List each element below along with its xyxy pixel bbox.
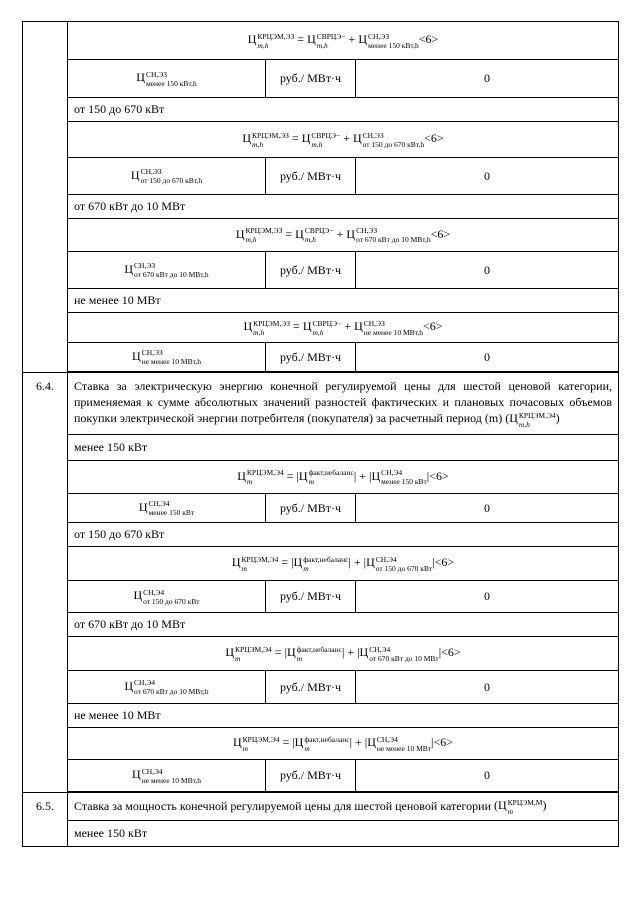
value-cell: 0 [356,252,619,289]
unit-cell: руб./ МВт·ч [266,581,356,613]
table-row [23,581,619,613]
table-row [23,158,619,195]
formula: Ц КРЦЭМ,Э4 m = |Ц факт,небаланс m | + |Ц СН,Э4 от 150 до 670 кВт |<6> [231,554,455,573]
formula-cell [68,122,619,158]
unit-cell: руб./ МВт·ч [266,158,356,195]
table-row [23,704,619,728]
range-label: от 150 до 670 кВт [68,98,619,122]
table-row [23,252,619,289]
formula-cell [68,313,619,343]
range-label: менее 150 кВт [68,435,619,461]
formula: Ц КРЦЭМ,Э4 m = |Ц факт,небаланс m | + |Ц СН,Э4 от 670 кВт до 10 МВт |<6> [225,644,461,663]
table-row [23,461,619,494]
formula-cell [68,728,619,760]
table-row [23,613,619,637]
symbol-cell: Ц СН,ЭЗ от 150 до 670 кВт,h [68,158,266,195]
unit-cell: руб./ МВт·ч [266,252,356,289]
range-label: не менее 10 МВт [68,704,619,728]
table-row [23,760,619,792]
unit-cell: руб./ МВт·ч [266,60,356,98]
section-description: Ставка за электрическую энергию конечной регулируемой цены для шестой ценовой категории, применяемая к сумме абсолютных значений разностей фактических и плановых почасовых объемов покупки электрической энергии потребителя (покупателя) за расчетный период (m) (Ц КРЦЭМ,Э4 m,h ) [68,373,619,435]
table-row [23,728,619,760]
table-row [23,494,619,523]
symbol-cell: Ц СН,Э4 от 150 до 670 кВт [68,581,266,613]
section-number-cell [23,22,68,373]
unit-cell: руб./ МВт·ч [266,760,356,792]
range-label: от 670 кВт до 10 МВт [68,613,619,637]
tariff-table [22,21,619,847]
formula-cell [68,22,619,60]
unit-cell: руб./ МВт·ч [266,494,356,523]
value-cell: 0 [356,671,619,704]
table-row [23,671,619,704]
tariff-table-page [22,21,618,839]
formula: Ц КРЦЭМ,ЭЗ m,h = Ц СВРЦЭ− m,h + Ц СН,ЭЗ от 150 до 670 кВт,h <6> [242,130,444,149]
formula-cell [68,547,619,581]
value-cell: 0 [356,760,619,792]
value-cell: 0 [356,581,619,613]
range-label: от 670 кВт до 10 МВт [68,195,619,219]
formula-cell [68,637,619,671]
table-row [23,98,619,122]
table-row [23,373,619,435]
formula: Ц КРЦЭМ,Э4 m = |Ц факт,небаланс m | + |Ц СН,Э4 не менее 10 МВт |<6> [232,734,453,753]
section-number-6-4: 6.4. [23,373,68,793]
symbol-cell: Ц СН,ЭЗ менее 150 кВт,h [68,60,266,98]
value-cell: 0 [356,60,619,98]
symbol-cell: Ц СН,Э4 от 670 кВт до 10 МВт,h [68,671,266,704]
table-row [23,343,619,372]
section-description: Ставка за мощность конечной регулируемой цены для шестой ценовой категории (Ц КРЦЭМ,М m ) [68,793,619,821]
range-label: от 150 до 670 кВт [68,523,619,547]
table-row [23,435,619,461]
table-row [23,793,619,821]
unit-cell: руб./ МВт·ч [266,671,356,704]
formula-cell [68,461,619,494]
value-cell: 0 [356,158,619,195]
formula: Ц КРЦЭМ,Э4 m = |Ц факт,небаланс m | + |Ц СН,Э4 менее 150 кВт |<6> [237,468,449,486]
table-row [23,60,619,98]
table-row [23,523,619,547]
table-row [23,22,619,60]
symbol-cell: Ц СН,Э4 менее 150 кВт [68,494,266,523]
table-row [23,122,619,158]
table-row [23,289,619,313]
value-cell: 0 [356,343,619,372]
table-row [23,547,619,581]
formula-cell [68,219,619,252]
formula: Ц КРЦЭМ,ЭЗ m,h = Ц СВРЦЭ− m,h + Ц СН,ЭЗ менее 150 кВт,h <6> [247,31,439,50]
range-label: не менее 10 МВт [68,289,619,313]
range-label: менее 150 кВт [68,821,619,847]
table-row [23,637,619,671]
symbol-cell: Ц СН,ЭЗ от 670 кВт до 10 МВт,h [68,252,266,289]
section-number-6-5: 6.5. [23,793,68,847]
value-cell: 0 [356,494,619,523]
table-row [23,195,619,219]
table-row [23,219,619,252]
symbol-cell: Ц СН,ЭЗ не менее 10 МВт,h [68,343,266,372]
formula: Ц КРЦЭМ,ЭЗ m,h = Ц СВРЦЭ− m,h + Ц СН,ЭЗ не менее 10 МВт,h <6> [243,318,443,337]
unit-cell: руб./ МВт·ч [266,343,356,372]
table-row [23,821,619,847]
symbol-cell: Ц СН,Э4 не менее 10 МВт,h [68,760,266,792]
table-row [23,313,619,343]
formula: Ц КРЦЭМ,ЭЗ m,h = Ц СВРЦЭ− m,h + Ц СН,ЭЗ от 670 кВт до 10 МВт,h <6> [235,226,451,244]
